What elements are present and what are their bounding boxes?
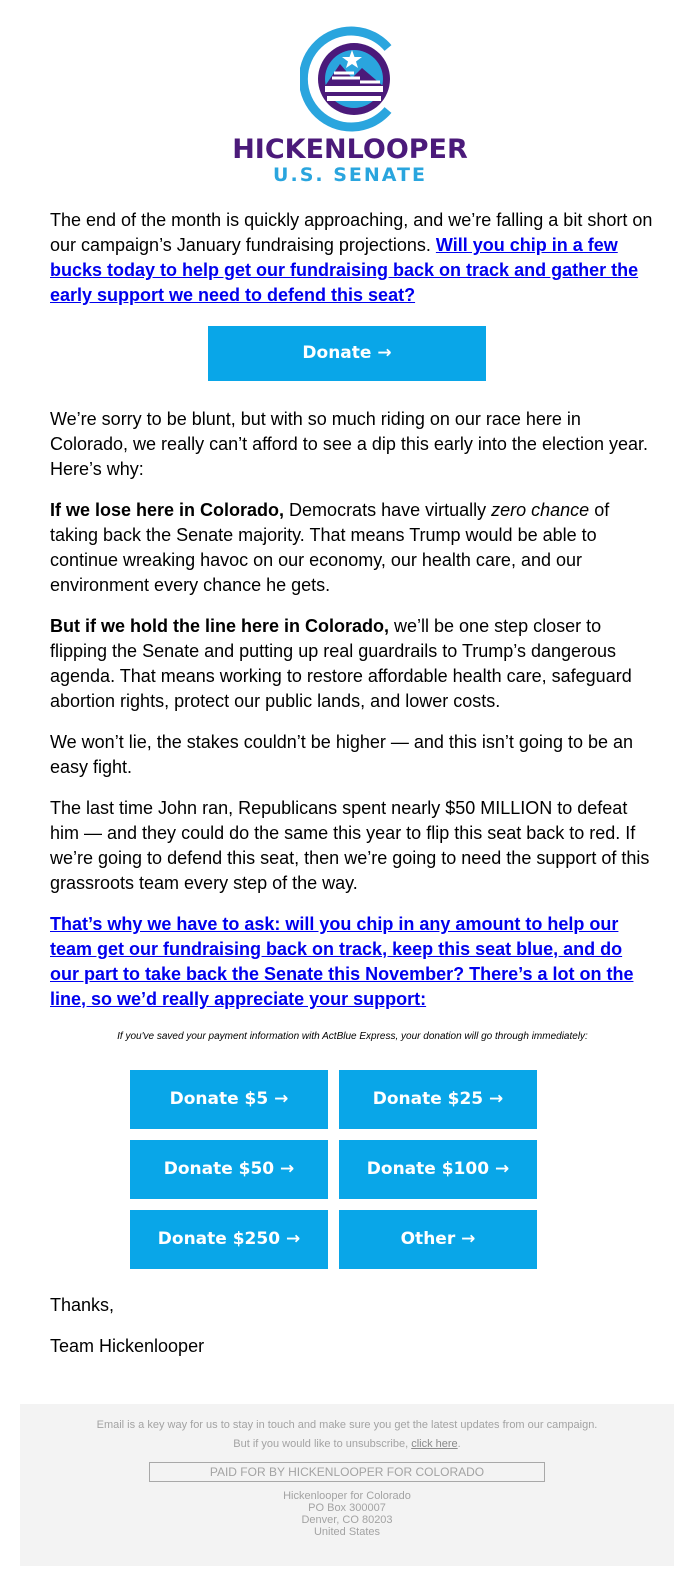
address-line: Hickenlooper for Colorado (283, 1490, 411, 1502)
footer (20, 1404, 674, 1566)
text: we’ll be one step closer to flipping the Senate and putting up real guardrails to Trump’s dangerous agenda. That means working to restore affordable health care, safeguard abortion rights, protect our public lands, and lower costs. (50, 616, 632, 711)
intro-donate-link[interactable]: Will you chip in a few bucks today to help get our fundraising back on track and gather the early support we need to defend this seat? (50, 235, 639, 305)
footer-unsubscribe-line (20, 1435, 674, 1454)
intro-paragraph (50, 208, 655, 308)
emphasis: zero chance (491, 500, 590, 520)
logo-subtitle: U.S. SENATE (273, 164, 427, 186)
text: Democrats have virtually (284, 500, 492, 520)
text: But if you would like to unsubscribe, (233, 1438, 412, 1450)
email-body (50, 208, 655, 1375)
footer-email-note: Email is a key way for us to stay in touch and make sure you get the latest updates from our campaign. (96, 1419, 598, 1431)
address-line: Denver, CO 80203 (301, 1514, 393, 1526)
text: of taking back the Senate majority. That means Trump would be able to continue wreaking havoc on our economy, our health care, and our environment every chance he gets. (50, 500, 610, 595)
logo-name: HICKENLOOPER (232, 134, 468, 165)
signature: Team Hickenlooper (50, 1336, 205, 1356)
donate-5-button[interactable]: Donate $5 → (130, 1070, 328, 1129)
donate-50-button[interactable]: Donate $50 → (130, 1140, 328, 1199)
actblue-note: If you've saved your payment information with ActBlue Express, your donation will go through immediately: (117, 1031, 588, 1042)
paragraph-sorry: We’re sorry to be blunt, but with so much riding on our race here in Colorado, we really can’t afford to see a dip this early into the election year. Here’s why: (50, 409, 649, 479)
unsubscribe-link[interactable]: click here (411, 1438, 458, 1450)
paragraph-hold (50, 614, 655, 714)
donate-25-button[interactable]: Donate $25 → (339, 1070, 537, 1129)
address-line: United States (313, 1526, 381, 1538)
campaign-logo (0, 26, 700, 186)
donate-250-button[interactable]: Donate $250 → (130, 1210, 328, 1269)
ask-donate-link[interactable]: That’s why we have to ask: will you chip in any amount to help our team get our fundraising back on track, keep this seat blue, and do our part to take back the Senate this November? There’s a lot on the line, so we’d really appreciate your support: (50, 914, 634, 1009)
text: . (457, 1438, 461, 1450)
paid-for-disclaimer: PAID FOR BY HICKENLOOPER FOR COLORADO (149, 1462, 545, 1482)
paragraph-last-time: The last time John ran, Republicans spent nearly $50 MILLION to defeat him — and they could do the same this year to flip this seat back to red. If we’re going to defend this seat, then we’re going to need the support of this grassroots team every step of the way. (50, 798, 650, 893)
bold-lead: If we lose here in Colorado, (50, 500, 285, 520)
donate-100-button[interactable]: Donate $100 → (339, 1140, 537, 1199)
address-line: PO Box 300007 (308, 1502, 386, 1514)
paragraph-lose (50, 498, 655, 598)
donate-button[interactable]: Donate → (208, 326, 486, 381)
intro-text: The end of the month is quickly approaching, and we’re falling a bit short on our campaign’s January fundraising projections. (50, 210, 653, 255)
mailing-address (20, 1490, 674, 1538)
logo-emblem-icon (300, 26, 400, 132)
donate-other-button[interactable]: Other → (339, 1210, 537, 1269)
thanks: Thanks, (50, 1295, 115, 1315)
donation-amounts (130, 1070, 655, 1269)
ask-paragraph (50, 912, 655, 1012)
paragraph-stakes: We won’t lie, the stakes couldn’t be higher — and this isn’t going to be an easy fight. (50, 732, 634, 777)
bold-lead: But if we hold the line here in Colorado, (50, 616, 390, 636)
